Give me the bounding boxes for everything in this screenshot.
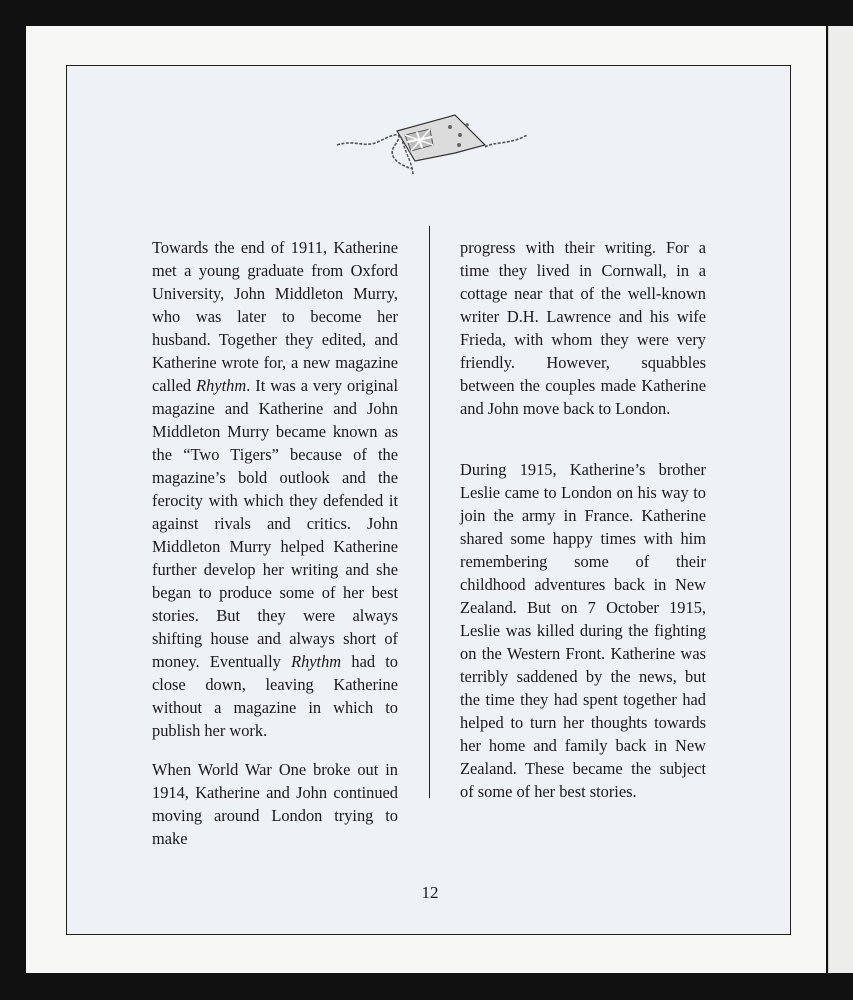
magazine-title: Rhythm bbox=[291, 652, 342, 671]
paragraph: When World War One broke out in 1914, Katherine and John continued moving around London trying to make bbox=[152, 760, 398, 848]
paragraph: Towards the end of 1911, Katherine met a young graduate from Oxford University, John Middleton Murry, who was later to become her husband. Together they edited, and Katherine wrote for, a new magazine called Rhythm. It was a very original magazine and Katherine and John Middleton Murry became known as the “Two Tigers” because of the magazine’s bold outlook and the ferocity with which they defended it against rivals and critics. John Middleton Murry helped Katherine further develop her writing and she began to produce some of her best stories. But they were always shifting house and always short of money. Eventually Rhythm had to close down, leaving Katherine without a magazine in which to publish her work. bbox=[152, 238, 399, 740]
paragraph: progress with their writing. For a time they lived in Cornwall, in a cottage near that of the well-known writer D.H. Lawrence and his wife Frieda, with whom they were very friendly. However, squabbles between the couples made Katherine and John move back to London. bbox=[460, 238, 706, 418]
new-zealand-flag-icon bbox=[335, 105, 530, 185]
page-number: 12 bbox=[421, 883, 439, 902]
magazine-title: Rhythm bbox=[196, 376, 247, 395]
next-page-edge bbox=[828, 26, 853, 973]
paragraph: During 1915, Katherine’s brother Leslie came to London on his way to join the army in France. Katherine shared some happy times with him remembering some of their childhood adventures back in New Zealand. But on 7 October 1915, Leslie was killed during the fighting on the Western Front. Katherine was terribly saddened by the news, but the time they had spent together had helped to turn her thoughts towards her home and family back in New Zealand. These became the subject of some of her best stories. bbox=[460, 460, 706, 801]
left-column bbox=[152, 236, 398, 850]
column-divider bbox=[429, 226, 430, 798]
right-column bbox=[460, 236, 706, 803]
